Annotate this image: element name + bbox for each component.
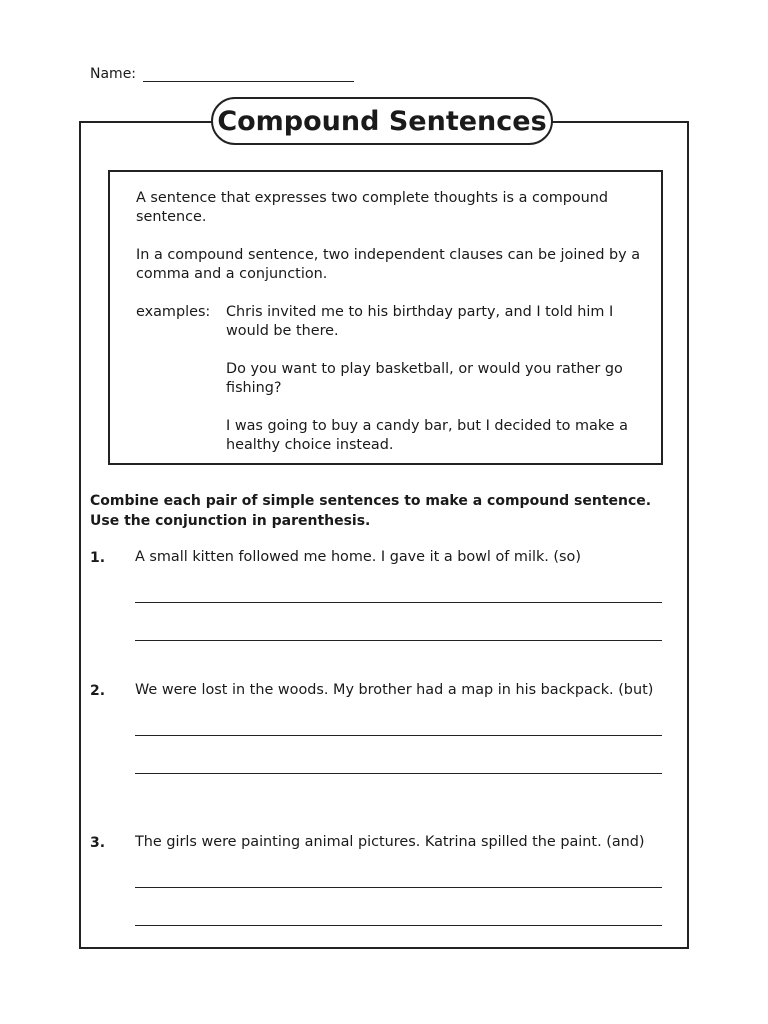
examples-label: examples: — [136, 304, 211, 320]
example-item: Chris invited me to his birthday party, and I told him I would be there. — [226, 304, 614, 339]
definition-box — [108, 170, 663, 465]
answer-line[interactable] — [135, 602, 662, 603]
question-text: We were lost in the woods. My brother had a map in his backpack. (but) — [135, 682, 654, 698]
name-label: Name: — [90, 66, 137, 82]
rule-text: In a compound sentence, two independent clauses can be joined by a comma and a conjunction. — [136, 247, 641, 282]
name-field[interactable] — [143, 67, 354, 82]
question-number: 3. — [90, 835, 106, 851]
answer-line[interactable] — [135, 640, 662, 641]
page-title: Compound Sentences — [211, 97, 553, 145]
instructions: Combine each pair of simple sentences to make a compound sentence. Use the conjunction in parenthesis. — [90, 493, 652, 529]
answer-line[interactable] — [135, 887, 662, 888]
question-text: The girls were painting animal pictures. Katrina spilled the paint. (and) — [135, 834, 645, 850]
answer-line[interactable] — [135, 925, 662, 926]
question-text: A small kitten followed me home. I gave it a bowl of milk. (so) — [135, 549, 581, 565]
definition-text: A sentence that expresses two complete thoughts is a compound sentence. — [136, 190, 609, 225]
example-item: I was going to buy a candy bar, but I decided to make a healthy choice instead. — [226, 418, 628, 453]
answer-line[interactable] — [135, 735, 662, 736]
question-number: 1. — [90, 550, 106, 566]
name-row — [90, 66, 354, 82]
answer-line[interactable] — [135, 773, 662, 774]
question-number: 2. — [90, 683, 106, 699]
example-item: Do you want to play basketball, or would you rather go fishing? — [226, 361, 623, 396]
